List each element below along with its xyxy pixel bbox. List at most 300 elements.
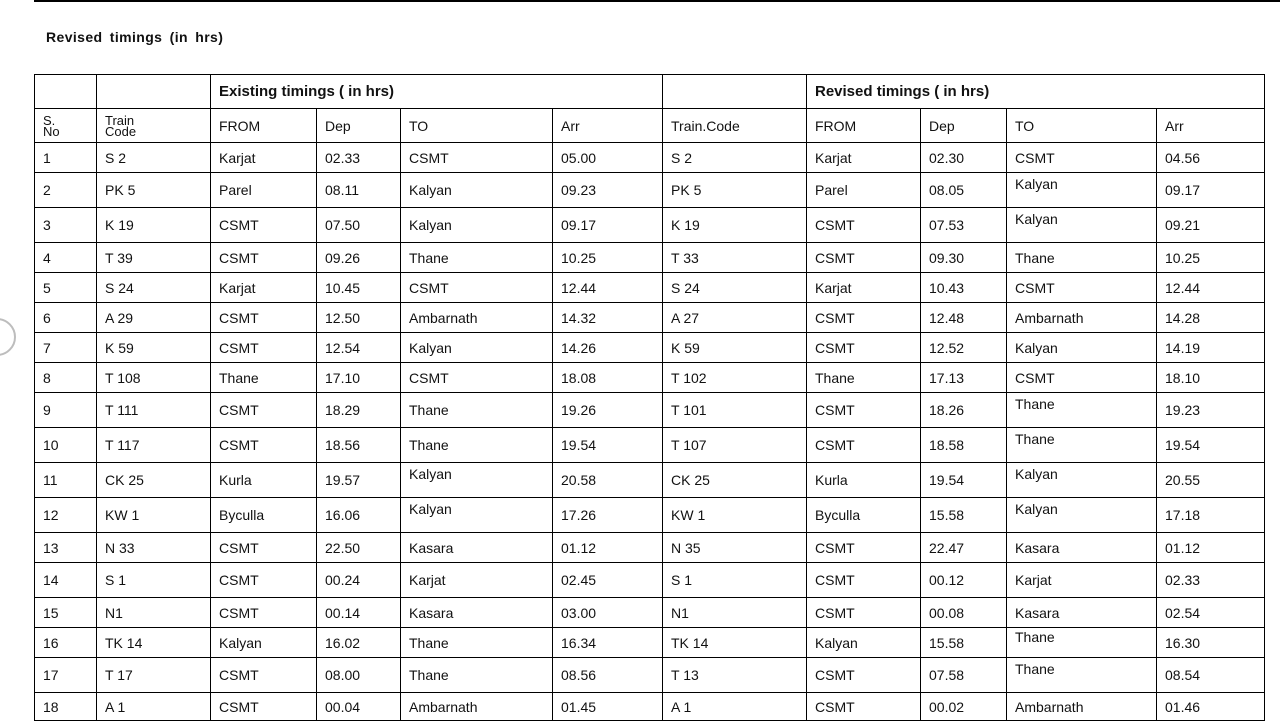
cell-text: 17.18	[1165, 507, 1201, 523]
cell-arr	[553, 273, 663, 303]
cell-to	[401, 658, 553, 693]
top-border-line	[34, 0, 1280, 2]
cell-rev-train-code	[663, 243, 807, 273]
cell-text: 02.33	[325, 149, 361, 166]
cell-rev-dep	[921, 533, 1007, 563]
table-row	[35, 243, 1265, 273]
cell-rev-train-code	[663, 463, 807, 498]
cell-train-code	[97, 533, 211, 563]
cell-to	[401, 143, 553, 173]
cell-text: Kasara	[409, 604, 454, 621]
cell-sno	[35, 393, 97, 428]
cell-train-code	[97, 393, 211, 428]
cell-arr	[553, 333, 663, 363]
cell-text: T 107	[671, 437, 707, 453]
cell-arr	[553, 533, 663, 563]
cell-rev-arr	[1157, 333, 1265, 363]
cell-train-code	[97, 143, 211, 173]
cell-to	[401, 333, 553, 363]
cell-arr	[553, 393, 663, 428]
cell-from	[211, 628, 317, 658]
cell-text: 09.26	[325, 249, 361, 266]
cell-dep	[317, 173, 401, 208]
cell-text: 01.12	[561, 539, 597, 556]
cell-text: 07.58	[929, 667, 965, 683]
cell-rev-dep	[921, 393, 1007, 428]
cell-text: Thane	[409, 249, 449, 266]
cell-from	[211, 243, 317, 273]
cell-rev-dep	[921, 463, 1007, 498]
table-row	[35, 393, 1265, 428]
cell-rev-dep	[921, 208, 1007, 243]
cell-rev-to	[1007, 598, 1157, 628]
cell-text: Thane	[409, 667, 449, 683]
cell-text: 02.30	[929, 149, 965, 166]
cell-dep	[317, 428, 401, 463]
cell-rev-to	[1007, 333, 1157, 363]
cell-dep	[317, 363, 401, 393]
cell-arr	[553, 173, 663, 208]
cell-text: 16.06	[325, 507, 361, 523]
cell-text: Karjat	[219, 279, 256, 296]
cell-text: 02.33	[1165, 572, 1201, 588]
cell-text: Karjat	[815, 149, 852, 166]
table-row	[35, 658, 1265, 693]
cell-text: 07.50	[325, 217, 361, 233]
cell-text: CSMT	[815, 667, 855, 683]
cell-text: 12.48	[929, 309, 965, 326]
cell-text: CSMT	[409, 369, 449, 386]
col-to: TO	[401, 109, 553, 143]
cell-text: 7	[43, 339, 51, 356]
cell-rev-arr	[1157, 463, 1265, 498]
cell-train-code	[97, 693, 211, 721]
cell-train-code	[97, 333, 211, 363]
cell-rev-to	[1007, 208, 1157, 243]
cell-text: 00.14	[325, 604, 361, 621]
cell-text: Byculla	[815, 507, 861, 523]
cell-text: T 39	[105, 249, 133, 266]
cell-sno	[35, 173, 97, 208]
cell-arr	[553, 428, 663, 463]
cell-text: T 13	[671, 667, 699, 683]
cell-rev-to	[1007, 363, 1157, 393]
cell-rev-from	[807, 498, 921, 533]
cell-sno	[35, 628, 97, 658]
cell-text: 18.58	[929, 437, 965, 453]
cell-text: 08.00	[325, 667, 361, 683]
cell-rev-dep	[921, 173, 1007, 208]
cell-text: K 59	[105, 339, 134, 356]
cell-train-code	[97, 658, 211, 693]
cell-text: 08.54	[1165, 667, 1201, 683]
cell-text: CSMT	[815, 437, 855, 453]
cell-text: 08.56	[561, 667, 597, 683]
cell-rev-arr	[1157, 533, 1265, 563]
cell-rev-from	[807, 143, 921, 173]
cell-rev-to	[1007, 628, 1157, 658]
cell-from	[211, 173, 317, 208]
cell-rev-arr	[1157, 498, 1265, 533]
cell-text: A 29	[105, 309, 134, 326]
cell-text: 15	[43, 604, 59, 621]
cell-text: 16.34	[561, 634, 597, 651]
cell-text: 00.08	[929, 604, 965, 621]
cell-rev-from	[807, 303, 921, 333]
cell-from	[211, 333, 317, 363]
cell-rev-train-code	[663, 363, 807, 393]
cell-text: S 1	[105, 572, 127, 588]
cell-dep	[317, 533, 401, 563]
cell-rev-dep	[921, 693, 1007, 721]
cell-train-code	[97, 303, 211, 333]
cell-text: 9	[43, 402, 51, 418]
cell-rev-arr	[1157, 273, 1265, 303]
cell-rev-train-code	[663, 498, 807, 533]
cell-dep	[317, 303, 401, 333]
cell-sno	[35, 273, 97, 303]
cell-from	[211, 143, 317, 173]
cell-text: 12.44	[1165, 279, 1201, 296]
col-dep: Dep	[317, 109, 401, 143]
cell-text: N1	[671, 604, 689, 621]
cell-train-code	[97, 428, 211, 463]
cell-text: Thane	[409, 402, 449, 418]
cell-arr	[553, 498, 663, 533]
existing-timings-header: Existing timings ( in hrs)	[211, 75, 663, 109]
table-row	[35, 693, 1265, 721]
cell-text: Byculla	[219, 507, 265, 523]
cell-text: Ambarnath	[1015, 698, 1084, 715]
cell-text: 03.00	[561, 604, 597, 621]
cell-text: CSMT	[815, 572, 855, 588]
table-row	[35, 273, 1265, 303]
cell-train-code	[97, 173, 211, 208]
cell-arr	[553, 208, 663, 243]
cell-text: Thane	[219, 369, 259, 386]
cell-text: 5	[43, 279, 51, 296]
cell-text: CSMT	[219, 339, 259, 356]
cell-text: A 27	[671, 309, 700, 326]
cell-text: 12.52	[929, 339, 965, 356]
cell-dep	[317, 333, 401, 363]
cell-sno	[35, 333, 97, 363]
cell-text: CK 25	[671, 472, 710, 488]
cell-to	[401, 393, 553, 428]
cell-text: 14.26	[561, 339, 597, 356]
cell-text: Karjat	[409, 572, 446, 588]
cell-text: Kasara	[1015, 604, 1060, 621]
table-row	[35, 463, 1265, 498]
cell-text: 2	[43, 182, 51, 198]
cell-train-code	[97, 363, 211, 393]
cell-from	[211, 533, 317, 563]
cell-text: CSMT	[219, 249, 259, 266]
cell-rev-dep	[921, 658, 1007, 693]
cell-from	[211, 563, 317, 598]
cell-text: Parel	[815, 182, 848, 198]
cell-text: 14	[43, 572, 59, 588]
cell-arr	[553, 693, 663, 721]
column-header-row	[35, 109, 1265, 143]
cell-rev-to	[1007, 393, 1157, 428]
cell-rev-dep	[921, 363, 1007, 393]
cell-rev-arr	[1157, 143, 1265, 173]
cell-text: 08.11	[325, 182, 359, 198]
col-sno: S. No	[35, 109, 97, 143]
cell-text: N 35	[671, 539, 701, 556]
cell-rev-train-code	[663, 658, 807, 693]
cell-text: PK 5	[105, 182, 136, 198]
scan-hole-mark	[0, 318, 16, 356]
cell-sno	[35, 363, 97, 393]
cell-text: 19.54	[561, 437, 597, 453]
cell-text: 14.19	[1165, 339, 1201, 356]
cell-rev-to	[1007, 463, 1157, 498]
cell-rev-train-code	[663, 208, 807, 243]
cell-text: A 1	[105, 698, 126, 715]
cell-text: 09.30	[929, 249, 965, 266]
cell-text: 09.17	[1165, 182, 1201, 198]
cell-text: Kalyan	[409, 501, 452, 517]
cell-rev-dep	[921, 333, 1007, 363]
cell-text: 11	[43, 472, 58, 488]
cell-train-code	[97, 208, 211, 243]
cell-text: 19.23	[1165, 402, 1201, 418]
cell-text: Karjat	[1015, 572, 1052, 588]
cell-text: CSMT	[409, 279, 449, 296]
cell-text: Karjat	[815, 279, 852, 296]
cell-text: Kalyan	[1015, 211, 1058, 227]
cell-text: TK 14	[105, 634, 143, 651]
cell-rev-dep	[921, 303, 1007, 333]
cell-rev-train-code	[663, 393, 807, 428]
cell-text: 17.10	[325, 369, 361, 386]
cell-text: 07.53	[929, 217, 965, 233]
cell-text: 10.25	[561, 249, 597, 266]
cell-sno	[35, 143, 97, 173]
table-row	[35, 363, 1265, 393]
cell-text: 18.08	[561, 369, 597, 386]
cell-text: T 101	[671, 402, 707, 418]
cell-text: 18.29	[325, 402, 361, 418]
cell-rev-to	[1007, 173, 1157, 208]
cell-text: 10.43	[929, 279, 965, 296]
cell-train-code	[97, 628, 211, 658]
cell-rev-from	[807, 693, 921, 721]
cell-dep	[317, 563, 401, 598]
cell-text: 09.23	[561, 182, 597, 198]
cell-text: CSMT	[219, 604, 259, 621]
cell-from	[211, 303, 317, 333]
cell-from	[211, 393, 317, 428]
cell-from	[211, 208, 317, 243]
cell-rev-arr	[1157, 363, 1265, 393]
blank-cell	[97, 75, 211, 109]
cell-sno	[35, 303, 97, 333]
cell-text: 12.50	[325, 309, 361, 326]
cell-text: 22.50	[325, 539, 361, 556]
timings-table	[34, 74, 1265, 721]
cell-text: Thane	[1015, 249, 1055, 266]
cell-rev-to	[1007, 693, 1157, 721]
cell-text: Kalyan	[815, 634, 858, 651]
cell-text: CSMT	[815, 249, 855, 266]
cell-text: T 17	[105, 667, 133, 683]
cell-text: CK 25	[105, 472, 144, 488]
cell-text: T 33	[671, 249, 699, 266]
cell-text: 18.10	[1165, 369, 1201, 386]
cell-train-code	[97, 598, 211, 628]
cell-text: Kalyan	[409, 182, 452, 198]
cell-text: 19.54	[1165, 437, 1201, 453]
cell-train-code	[97, 563, 211, 598]
table-row	[35, 598, 1265, 628]
cell-text: Kalyan	[409, 466, 452, 482]
group-header-row	[35, 75, 1265, 109]
cell-arr	[553, 363, 663, 393]
cell-text: S 2	[105, 149, 127, 166]
cell-rev-from	[807, 333, 921, 363]
cell-from	[211, 498, 317, 533]
cell-rev-train-code	[663, 173, 807, 208]
cell-rev-dep	[921, 563, 1007, 598]
cell-rev-arr	[1157, 243, 1265, 273]
cell-text: Ambarnath	[409, 309, 478, 326]
cell-text: S 1	[671, 572, 693, 588]
cell-rev-from	[807, 628, 921, 658]
cell-text: 14.32	[561, 309, 597, 326]
cell-text: 02.45	[561, 572, 597, 588]
table-row	[35, 143, 1265, 173]
cell-sno	[35, 243, 97, 273]
cell-text: S 2	[671, 149, 693, 166]
cell-rev-train-code	[663, 628, 807, 658]
cell-dep	[317, 693, 401, 721]
cell-text: Ambarnath	[409, 698, 478, 715]
cell-dep	[317, 243, 401, 273]
cell-rev-to	[1007, 428, 1157, 463]
cell-dep	[317, 628, 401, 658]
cell-text: Thane	[409, 437, 449, 453]
cell-text: 01.12	[1165, 539, 1201, 556]
cell-text: CSMT	[219, 539, 259, 556]
cell-rev-to	[1007, 533, 1157, 563]
cell-to	[401, 303, 553, 333]
cell-text: 00.02	[929, 698, 965, 715]
cell-rev-from	[807, 243, 921, 273]
cell-to	[401, 693, 553, 721]
cell-text: CSMT	[815, 339, 855, 356]
col-rev-dep: Dep	[921, 109, 1007, 143]
cell-text: CSMT	[409, 149, 449, 166]
cell-to	[401, 243, 553, 273]
cell-to	[401, 363, 553, 393]
cell-rev-from	[807, 533, 921, 563]
cell-sno	[35, 533, 97, 563]
cell-to	[401, 173, 553, 208]
cell-text: 16.02	[325, 634, 361, 651]
cell-text: 01.46	[1165, 698, 1201, 715]
cell-text: 00.12	[929, 572, 965, 588]
cell-sno	[35, 463, 97, 498]
cell-text: K 59	[671, 339, 700, 356]
cell-to	[401, 498, 553, 533]
cell-rev-arr	[1157, 393, 1265, 428]
cell-text: Karjat	[219, 149, 256, 166]
cell-from	[211, 693, 317, 721]
cell-text: 10	[43, 437, 59, 453]
cell-train-code	[97, 498, 211, 533]
table-row	[35, 563, 1265, 598]
cell-rev-arr	[1157, 208, 1265, 243]
cell-arr	[553, 243, 663, 273]
cell-text: Kalyan	[409, 339, 452, 356]
cell-text: 17.13	[929, 369, 965, 386]
cell-text: 01.45	[561, 698, 597, 715]
cell-rev-from	[807, 208, 921, 243]
cell-arr	[553, 628, 663, 658]
table-row	[35, 208, 1265, 243]
cell-text: 15.58	[929, 507, 965, 523]
cell-arr	[553, 143, 663, 173]
blank-cell	[35, 75, 97, 109]
cell-rev-to	[1007, 563, 1157, 598]
cell-dep	[317, 208, 401, 243]
cell-rev-dep	[921, 498, 1007, 533]
cell-arr	[553, 563, 663, 598]
cell-text: 09.17	[561, 217, 597, 233]
cell-rev-to	[1007, 273, 1157, 303]
cell-rev-train-code	[663, 273, 807, 303]
cell-rev-train-code	[663, 143, 807, 173]
cell-text: Thane	[815, 369, 855, 386]
cell-text: 19.54	[929, 472, 965, 488]
cell-sno	[35, 693, 97, 721]
cell-text: Kurla	[219, 472, 252, 488]
cell-text: 05.00	[561, 149, 597, 166]
cell-text: Kurla	[815, 472, 848, 488]
cell-text: 6	[43, 309, 51, 326]
cell-text: 20.55	[1165, 472, 1201, 488]
cell-text: 00.24	[325, 572, 361, 588]
cell-sno	[35, 498, 97, 533]
cell-rev-from	[807, 563, 921, 598]
cell-to	[401, 273, 553, 303]
cell-rev-from	[807, 658, 921, 693]
cell-rev-arr	[1157, 428, 1265, 463]
cell-text: N 33	[105, 539, 135, 556]
cell-to	[401, 628, 553, 658]
cell-text: 12.44	[561, 279, 597, 296]
cell-train-code	[97, 463, 211, 498]
cell-from	[211, 463, 317, 498]
cell-dep	[317, 393, 401, 428]
cell-rev-arr	[1157, 173, 1265, 208]
col-arr: Arr	[553, 109, 663, 143]
col-rev-arr: Arr	[1157, 109, 1265, 143]
cell-rev-dep	[921, 598, 1007, 628]
cell-rev-from	[807, 428, 921, 463]
cell-sno	[35, 428, 97, 463]
cell-text: 16	[43, 634, 59, 651]
cell-text: T 102	[671, 369, 707, 386]
cell-text: S 24	[105, 279, 134, 296]
cell-text: Thane	[1015, 628, 1055, 645]
cell-train-code	[97, 243, 211, 273]
cell-text: 12.54	[325, 339, 361, 356]
cell-text: Kasara	[1015, 539, 1060, 556]
